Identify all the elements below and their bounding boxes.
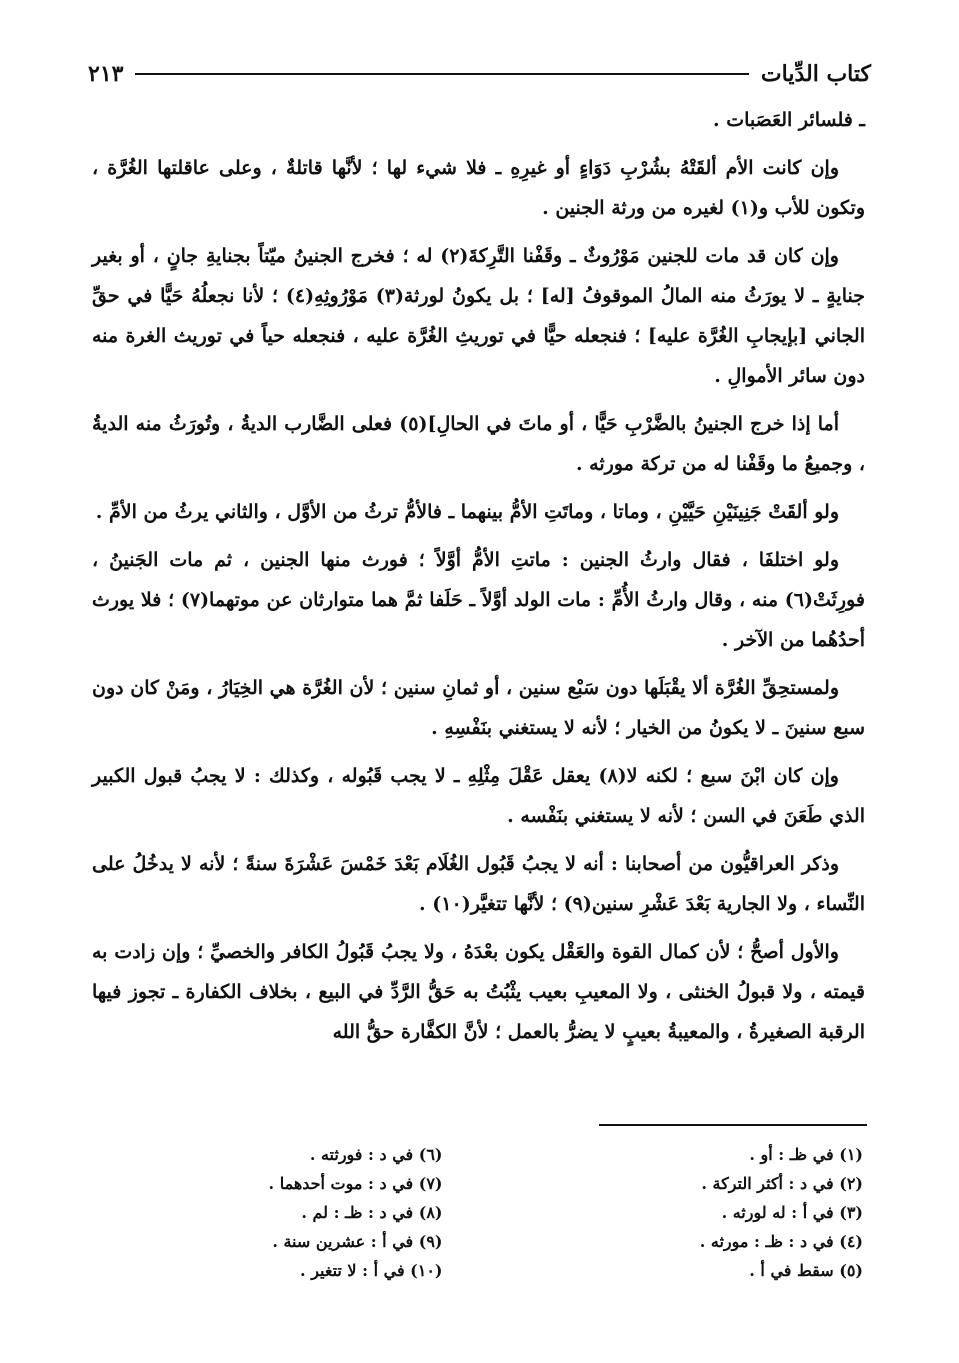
paragraph: وإن كانت الأم ألقَتْهُ بشُرْبِ دَوَاءٍ أو غيرِهِ ـ فلا شيء لها ؛ لأنَّها قاتلةٌ ، وعلى عاقلتها الغُرَّة ، وتكون للأب و(١) لغيره من ورثة الجنين . [92, 157, 865, 219]
footnote: (٧) في د : موت أحدهما . [268, 1174, 443, 1193]
paragraph: وإن كان قد مات للجنين مَوْرُوثٌ ـ وقَفْنا التَّرِكةَ(٢) له ؛ فخرج الجنينُ ميّتاً بجنايةِ جانٍ ، أو بغير جنايةٍ ـ لا يورَثُ منه المالُ الموقوفُ [له] ؛ بل يكونُ لورثة(٣) مَوْرُوثِهِ(٤) ؛ لأنا نجعلُهُ حَيًّا في حقِّ الجاني [بإيجابِ الغُرَّة عليه] ؛ فنجعله حيًّا في توريثِ الغُرَّة عليه ، فنجعله حياً في توريث الغرة منه دون سائر الأموالِ . [92, 245, 865, 387]
footnote-separator [599, 1124, 867, 1126]
book-title: كتاب الدِّيات [760, 61, 871, 87]
footnote: (١٠) في أ : لا تتغير . [300, 1261, 443, 1280]
paragraph: ولو اختلفَا ، فقال وارثُ الجنين : ماتتِ الأمُّ أوَّلاً ؛ فورث منها الجنين ، ثم مات الجَنينُ ، فورِثَتْ(٦) منه ، وقال وارثُ الأُمِّ : مات الولد أوَّلاً ـ حَلَفا ثمَّ هما متوارثان عن موتهما(٧) ؛ فلا يورث أحدُهُما من الآخر . [92, 549, 865, 651]
footnote: (٥) سقط في أ . [749, 1261, 863, 1280]
paragraph: أما إذا خرج الجنينُ بالضَّرْبِ حَيًّا ، أو ماتَ في الحالِ](٥) فعلى الضَّارب الديةُ ، وتُورَثُ منه الديةُ ، وجميعُ ما وقَفْنا له من تركة مورثه . [92, 413, 865, 475]
footnote: (١) في ظـ : أو . [749, 1145, 863, 1164]
header-rule [135, 73, 748, 75]
paragraph: والأول أصحُّ ؛ لأن كمال القوة والعَقْل يكون بعْدَهُ ، ولا يجبُ قَبُولُ الكافر والخصيِّ ؛ وإن زادت به قيمته ، ولا قبولُ الخنثى ، ولا المعيبِ بعيب يثْبُتُ به حَقُّ الرَّدِّ في البيع ، بخلاف الكفارة ـ تجوز فيها الرقبة الصغيرةُ ، والمعيبةُ بعيبٍ لا يضرُّ بالعمل ؛ لأنَّ الكفَّارة حقُّ الله [92, 941, 865, 1043]
page-number: ٢١٣ [88, 61, 124, 87]
footnote: (٣) في أ : له لورثه . [721, 1203, 863, 1222]
footnote: (٩) في أ : عشرين سنة . [272, 1232, 443, 1251]
footnotes [92, 1140, 865, 1285]
footnotes-column-left [92, 1140, 473, 1285]
main-text [92, 100, 865, 1060]
paragraph: وذكر العراقيُّون من أصحابنا : أنه لا يجبُ قَبُول الغُلَام بَعْدَ خَمْسَ عَشْرَةَ سنةً ؛ لأنه لا يدخُلُ على النِّساء ، ولا الجارية بَعْدَ عَشْرِ سنين(٩) ؛ لأنَّها تتغيَّر(١٠) . [92, 853, 865, 915]
paragraph: ولو ألقَتْ جَنِينَيْنِ حَيَّيْنِ ، وماتا ، وماتَتِ الأمُّ بينهما ـ فالأمُّ ترثُ من الأوَّل ، والثاني يرثُ من الأمِّ . [95, 501, 839, 523]
running-header [88, 54, 871, 94]
footnotes-column-right [513, 1140, 866, 1285]
footnote: (٤) في د : ظـ : مورثه . [699, 1232, 863, 1251]
footnote: (٢) في د : أكثر التركة . [701, 1174, 863, 1193]
paragraph: ولمستحِقِّ الغُرَّة ألا يقْبَلَها دون سَبْع سنين ، أو ثمانِ سنين ؛ لأن الغُرَّة هي الخِيَارُ ، ومَنْ كان دون سبع سنينَ ـ لا يكونُ من الخيار ؛ لأنه لا يستغني بنَفْسِهِ . [92, 677, 865, 739]
footnote: (٦) في د : فورثته . [309, 1145, 443, 1164]
paragraph: وإن كان ابْنَ سبع ؛ لكنه لا(٨) يعقل عَقْلَ مِثْلِهِ ـ لا يجب قَبُوله ، وكذلك : لا يجبُ قبول الكبير الذي طَعَنَ في السن ؛ لأنه لا يستغني بنَفْسه . [92, 765, 865, 827]
paragraph: ـ فلسائر العَصَبات . [712, 109, 865, 131]
footnote: (٨) في د : ظـ : لم . [301, 1203, 443, 1222]
